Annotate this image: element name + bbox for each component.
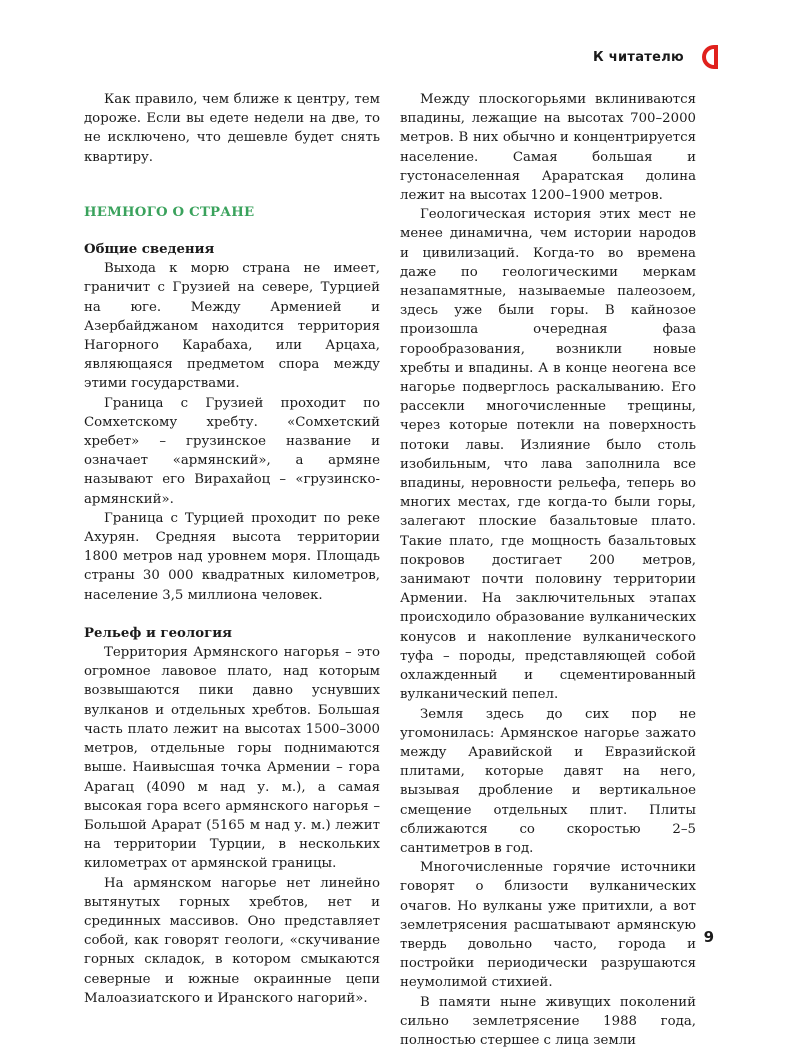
section-title: НЕМНОГО О СТРАНЕ: [84, 204, 255, 220]
subheading-relief: Рельеф и геология: [84, 625, 232, 641]
page-number: 9: [703, 928, 714, 946]
paragraph: Между плоскогорьями вклиниваются впадины, лежащие на высотах 700–2000 метров. В них обычно и концентрируется население. Самая большая и густонаселенная Араратская долина лежит на высотах 1200–1900 метров.: [400, 92, 696, 204]
paragraph: Геологическая история этих мест не менее динамична, чем истории народов и цивилизаций. Когда-то во времена даже по геологическими меркам незапамятные, называемые палеозоем, здесь уже были горы. В кайнозое произошла очередная фаза горообразования, возникли новые хребты и впадины. А в конце неогена все нагорье подверглось раскалыванию. Его рассекли многочисленные трещины, через которые потекли на поверхность потоки лавы. Излияние было столь изобильным, что лава заполнила все впадины, неровности рельефа, теперь во многих местах, где когда-то были горы, залегают плоские базальтовые плато. Такие плато, где мощность базальтовых покровов достигает 200 метров, занимают почти половину территории Армении. На заключительных этапах происходило образование вулканических конусов и накопление вулканического туфа – породы, представляющей собой охлажденный и сцементированный вулканический пепел.: [400, 207, 696, 703]
paragraph: Территория Армянского нагорья – это огромное лавовое плато, над которым возвышаются пики давно уснувших вулканов и отдельных хребтов. Большая часть плато лежит на высотах 1500–3000 метров, отдельные горы поднимаются выше. Наивысшая точка Армении – гора Арагац (4090 м над у. м.), а самая высокая гора всего армянского нагорья – Большой Арарат (5165 м над у. м.) лежит на территории Турции, в нескольких километрах от армянской границы.: [84, 645, 380, 872]
paragraph: В памяти ныне живущих поколений сильно землетрясение 1988 года, полностью стершее с лица земли: [400, 994, 696, 1048]
paragraph: Многочисленные горячие источники говорят о близости вулканических очагов. Но вулканы уже притихли, а вот землетрясения расшатывают армянскую твердь довольно часто, города и постройки периодически разрушаются неумолимой стихией.: [400, 860, 696, 991]
paragraph: Граница с Турцией проходит по реке Ахурян. Средняя высота территории 1800 метров над уровнем моря. Площадь страны 30 000 квадратных километров, население 3,5 миллиона человек.: [84, 510, 380, 603]
paragraph: На армянском нагорье нет линейно вытянутых горных хребтов, нет и срединных массивов. Оно представляет собой, как говорят геологи, «скучивание горных складок, в котором смыкаются северные и южные окраинные цепи Малоазиатского и Иранского нагорий».: [84, 875, 380, 1006]
paragraph: Земля здесь до сих пор не угомонилась: Армянское нагорье зажато между Аравийской и Евразийской плитами, которые давят на него, вызывая дробление и вертикальное смещение отдельных плит. Плиты сближаются со скоростью 2–5 сантиметров в год.: [400, 706, 696, 856]
right-column: [400, 90, 696, 1050]
left-column: [84, 90, 380, 1008]
running-header: [593, 42, 718, 72]
spacer: [84, 605, 380, 624]
paragraph: Выхода к морю страна не имеет, граничит с Грузией на севере, Турцией на юге. Между Арменией и Азербайджаном находится территория Нагорного Карабаха, или Арцаха, являющаяся предметом спора между этими государствами.: [84, 261, 380, 392]
header-label: К читателю: [592, 49, 684, 65]
paragraph: Граница с Грузией проходит по Сомхетскому хребту. «Сомхетский хребет» – грузинское название и означает «армянский», а армяне называют его Вирахайоц – «грузинско-армянский».: [84, 395, 380, 507]
subheading-general: Общие сведения: [84, 242, 215, 258]
intro-paragraph: Как правило, чем ближе к центру, тем дороже. Если вы едете недели на две, то не исключено, что дешевле будет снять квартиру.: [84, 92, 380, 165]
red-crescent-mark-icon: [688, 42, 718, 72]
